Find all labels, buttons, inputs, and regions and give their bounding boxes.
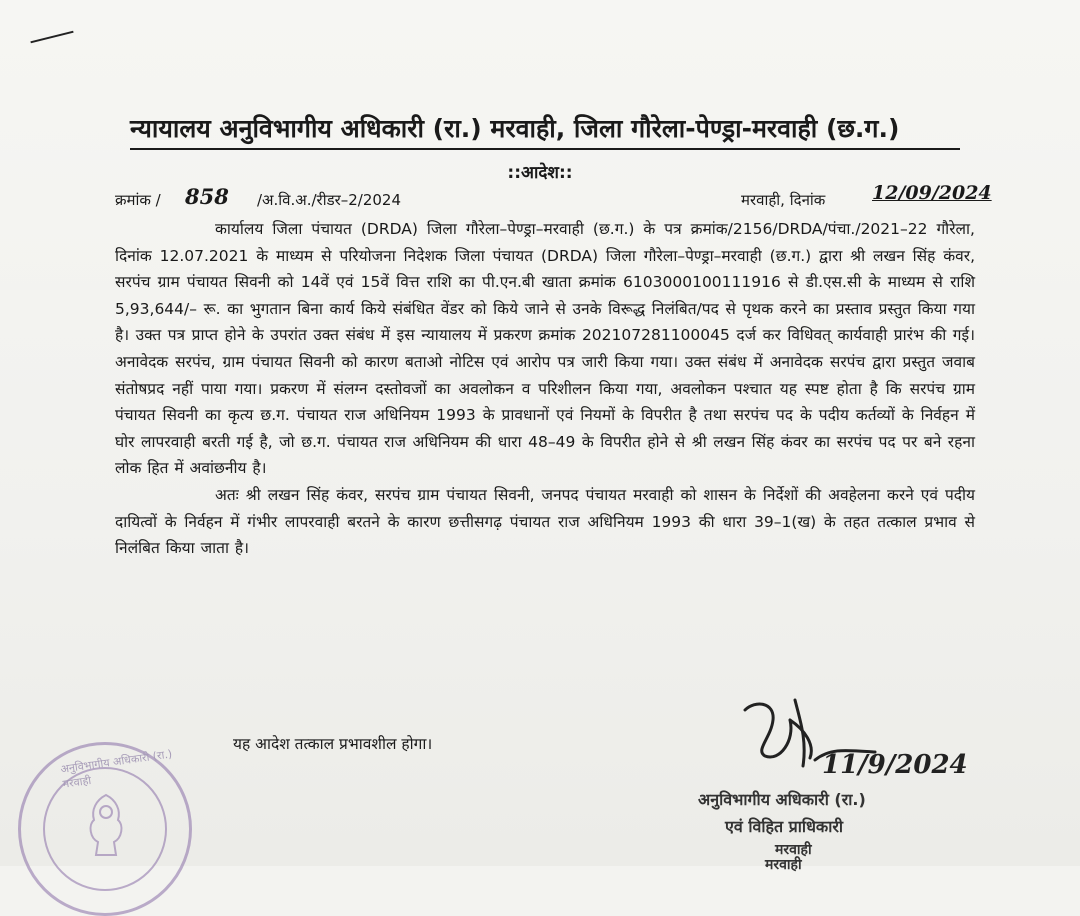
order-heading: ::आदेश:: bbox=[507, 163, 573, 183]
order-body bbox=[115, 216, 975, 562]
officer-place: मरवाही bbox=[775, 842, 812, 858]
body-paragraph-2: अतः श्री लखन सिंह कंवर, सरपंच ग्राम पंचायत सिवनी, जनपद पंचायत मरवाही को शासन के निर्देशों की अवहेलना करने एवं पदीय दायित्वों के निर्वहन में गंभीर लापरवाही बरतने के कारण छत्तीसगढ़ पंचायत राज अधिनियम 1993 की धारा 39–1(ख) के तहत तत्काल प्रभाव से निलंबित किया जाता है। bbox=[115, 485, 975, 558]
reference-label: क्रमांक / bbox=[115, 191, 161, 209]
official-seal bbox=[18, 742, 192, 916]
officer-designation: अनुविभागीय अधिकारी (रा.) bbox=[698, 790, 866, 809]
court-title: न्यायालय अनुविभागीय अधिकारी (रा.) मरवाही, जिला गौरेला-पेण्ड्रा-मरवाही (छ.ग.) bbox=[130, 112, 960, 150]
reference-number: 858 bbox=[185, 184, 229, 209]
order-date: 12/09/2024 bbox=[872, 182, 992, 204]
reference-line bbox=[115, 182, 995, 216]
effective-statement: यह आदेश तत्काल प्रभावशील होगा। bbox=[233, 735, 433, 753]
officer-place-2: मरवाही bbox=[765, 857, 802, 873]
officer-authority: एवं विहित प्राधिकारी bbox=[725, 817, 844, 836]
body-paragraph-1: कार्यालय जिला पंचायत (DRDA) जिला गौरेला–पेण्ड्रा–मरवाही (छ.ग.) के पत्र क्रमांक/2156/DRDA/पंचा./2021–22 गौरेला, दिनांक 12.07.2021 के माध्यम से परियोजना निदेशक जिला पंचायत (DRDA) जिला गौरेला–पेण्ड्रा–मरवाही (छ.ग.) द्वारा श्री लखन सिंह कंवर, सरपंच ग्राम पंचायत सिवनी को 14वें एवं 15वें वित्त राशि का पी.एन.बी खाता क्रमांक 6103000100111916 से डी.एस.सी के माध्यम से राशि 5,93,644/– रू. का भुगतान बिना कार्य किये संबंधित वेंडर को किये जाने से उनके विरूद्ध निलंबित/पद से पृथक करने का प्रस्ताव प्रस्तुत किया गया है। उक्त पत्र प्राप्त होने के उपरांत उक्त संबंध में इस न्यायालय में प्रकरण क्रमांक 202107281100045 दर्ज कर विधिवत् कार्यवाही प्रारंभ की गई। अनावेदक सरपंच, ग्राम पंचायत सिवनी को कारण बताओ नोटिस एवं आरोप पत्र जारी किया गया। उक्त संबंध में अनावेदक सरपंच द्वारा प्रस्तुत जवाब संतोषप्रद नहीं पाया गया। प्रकरण में संलग्न दस्तोवजों का अवलोकन व परिशीलन किया गया, अवलोकन पश्चात यह स्पष्ट होता है कि सरपंच ग्राम पंचायत सिवनी का कृत्य छ.ग. पंचायत राज अधिनियम 1993 के प्रावधानों एवं नियमों के विपरीत है तथा सरपंच पद के पदीय कर्तव्यों के निर्वहन में घोर लापरवाही बरती गई है, जो छ.ग. पंचायत राज अधिनियम की धारा 48–49 के विपरीत होने से श्री लखन सिंह कंवर का सरपंच पद पर बने रहना लोक हित में अवांछनीय है। bbox=[115, 220, 975, 478]
seal-text: अनुविभागीय अधिकारी (रा.) मरवाही bbox=[59, 747, 173, 791]
margin-mark bbox=[30, 31, 73, 44]
place-date-label: मरवाही, दिनांक bbox=[741, 191, 826, 209]
signature-date: 11/9/2024 bbox=[822, 750, 968, 780]
emblem-icon bbox=[76, 790, 136, 860]
reference-code: /अ.वि.अ./रीडर–2/2024 bbox=[257, 191, 402, 209]
